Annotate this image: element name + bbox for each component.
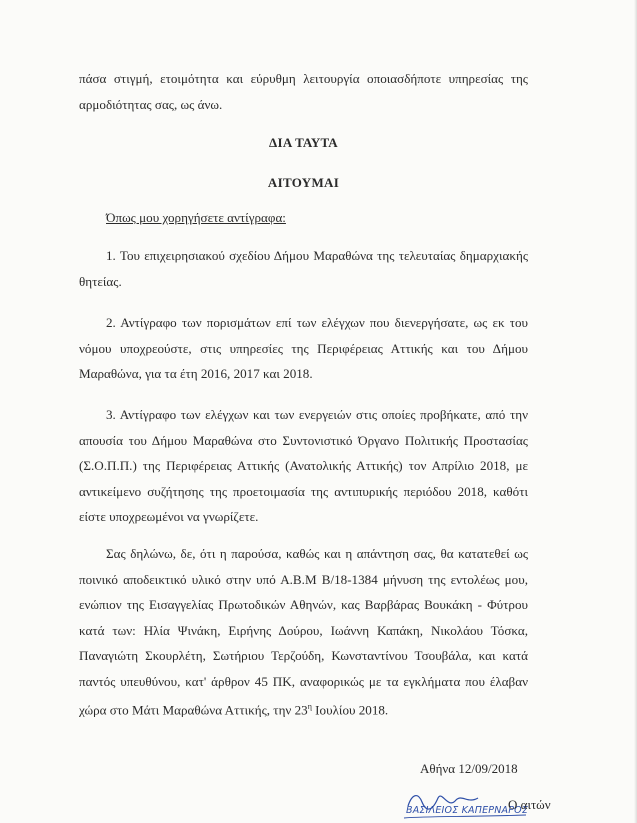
closing-text: Σας δηλώνω, δε, ότι η παρούσα, καθώς και η απάντηση σας, θα κατατεθεί ως ποινικό αποδεικτικό υλικό στην υπό Α.Β.Μ Β/18-1384 μήνυση της εντολέως μου, ενώπιον της Εισαγγελίας Πρωτοδικών Αθηνών, κας Βαρβάρας Βουκάκη - Φύτρου κατά των: Ηλία Ψινάκη, Ειρήνης Δούρου, Ιωάννη Καπάκη, Νικολάου Τόσκα, Παναγιώτη Σκουρλέτη, Σωτήριου Τερζούδη, Κωνσταντίνου Τσουβάλα, και κατά παντός υπευθύνου, κατ' άρθρον 45 ΠΚ, αναφορικώς με τα εγκλήματα που έλαβαν χώρα στο Μάτι Μαραθώνα Αττικής, την 23: [79, 546, 528, 718]
closing-end-text: Ιουλίου 2018.: [311, 702, 389, 718]
request-item-2: 2. Αντίγραφο των πορισμάτων επί των ελέγχων που διενεργήσατε, ως εκ του νόμου υποχρεούστε, στις υπηρεσίες της Περιφέρειας Αττικής και του Δήμου Μαραθώνα, για τα έτη 2016, 2017 και 2018.: [79, 315, 528, 381]
signature-stamp: ΒΑΣΙΛΕΙΟΣ ΚΑΠΕΡΝΑΡΟΣ: [406, 805, 529, 816]
heading-dia-tauta: ΔΙΑ ΤΑΥΤΑ: [269, 135, 338, 150]
request-intro-text: Όπως μου χορηγήσετε αντίγραφα:: [106, 210, 286, 225]
closing-statement: [79, 541, 528, 723]
signer-label: Ο αιτών: [508, 797, 551, 812]
request-item-3: 3. Αντίγραφο των ελέγχων και των ενεργειών στις οποίες προβήκατε, από την απουσία του Δήμου Μαραθώνα στο Συντονιστικό Όργανο Πολιτικής Προστασίας (Σ.Ο.Π.Π.) της Περιφέρειας Αττικής (Ανατολικής Αττικής) τον Απρίλιο 2018, με αντικείμενο συζήτησης της προετοιμασία της αντιπυρικής περιόδου 2018, καθότι είστε υποχρεωμένοι να γνωρίζετε.: [79, 407, 528, 524]
date-line: Αθήνα 12/09/2018: [420, 761, 518, 776]
request-item-1: 1. Του επιχειρησιακού σχεδίου Δήμου Μαραθώνα της τελευταίας δημαρχιακής θητείας.: [79, 248, 528, 289]
intro-continuation: [79, 66, 528, 117]
heading-aitoumai: ΑΙΤΟΥΜΑΙ: [267, 175, 340, 190]
superscript-eta: η: [307, 702, 312, 711]
request-intro: [79, 205, 528, 231]
intro-text: πάσα στιγμή, ετοιμότητα και εύρυθμη λειτουργία οποιασδήποτε υπηρεσίας της αρμοδιότητας σας, ως άνω.: [79, 71, 528, 112]
